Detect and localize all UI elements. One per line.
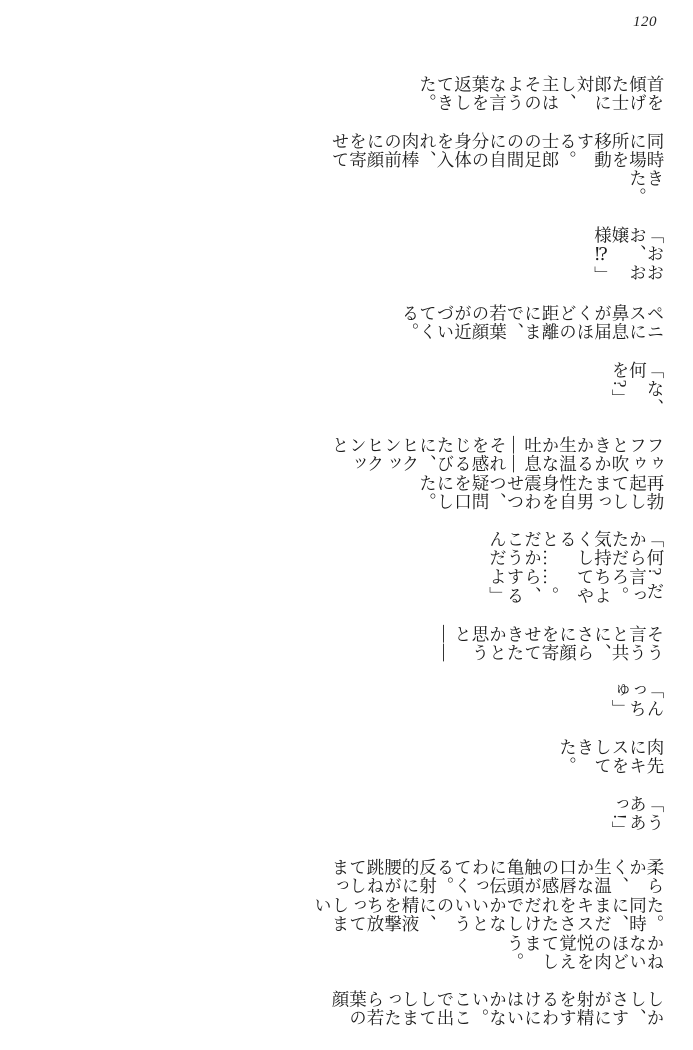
text-column: しかし、さすがに射精をするわけにはいかない。ここで出してしまったら若葉の顔 [330, 990, 665, 1028]
text-column: 「おおお、お嬢様⁉」 [592, 226, 665, 285]
page-number: 120 [633, 14, 657, 30]
text-column: 「んっちゅ」 [610, 681, 665, 719]
text-column: た。同時に、まだキスをされただけでしかないというのに、精液を撃ち放ってしまい [312, 895, 665, 934]
text-column: 肉先にキスをしてきた。 [557, 737, 665, 776]
text-column: 首を傾げた士郎に対し、主はそのような言葉を返してきた。 [417, 75, 665, 113]
vertical-text-body [58, 56, 663, 1028]
text-column: フゥフゥと吹きかかる生温かな吐息——それを感じるたびに、ヒクンッヒクンッと [330, 435, 665, 474]
text-column: 「うああっ!」 [610, 794, 665, 840]
text-column: そう言うと共に、さらに顔を寄せてきたかと思うと—— [435, 624, 665, 663]
text-column: 再勃起してしまった男性自身を震わせつつ、疑問を口にした。 [417, 473, 665, 512]
text-column: 「何? だから言っただろ。気持ちよくしてやると……。だから、こうするんだよ」 [487, 530, 665, 606]
text-column: 同時に場所を移動する。士郎の足の間に自分の身体を入れ、肉棒の前に顔を寄せて [330, 131, 665, 170]
text-column: きた。 [627, 169, 665, 207]
text-column: 柔らかく、生温かな口唇の感触が亀頭に伝わってくる。反射的に腰が跳ねてしまっ [330, 858, 665, 896]
text-column: 「な、何を?」 [610, 360, 665, 417]
text-column: かねないほどの肉悦を覚えてしまう。 [505, 933, 665, 972]
text-column: ペニスに鼻息が届くほどの距離にまで、若葉の顔が近づいてくる。 [400, 303, 665, 342]
